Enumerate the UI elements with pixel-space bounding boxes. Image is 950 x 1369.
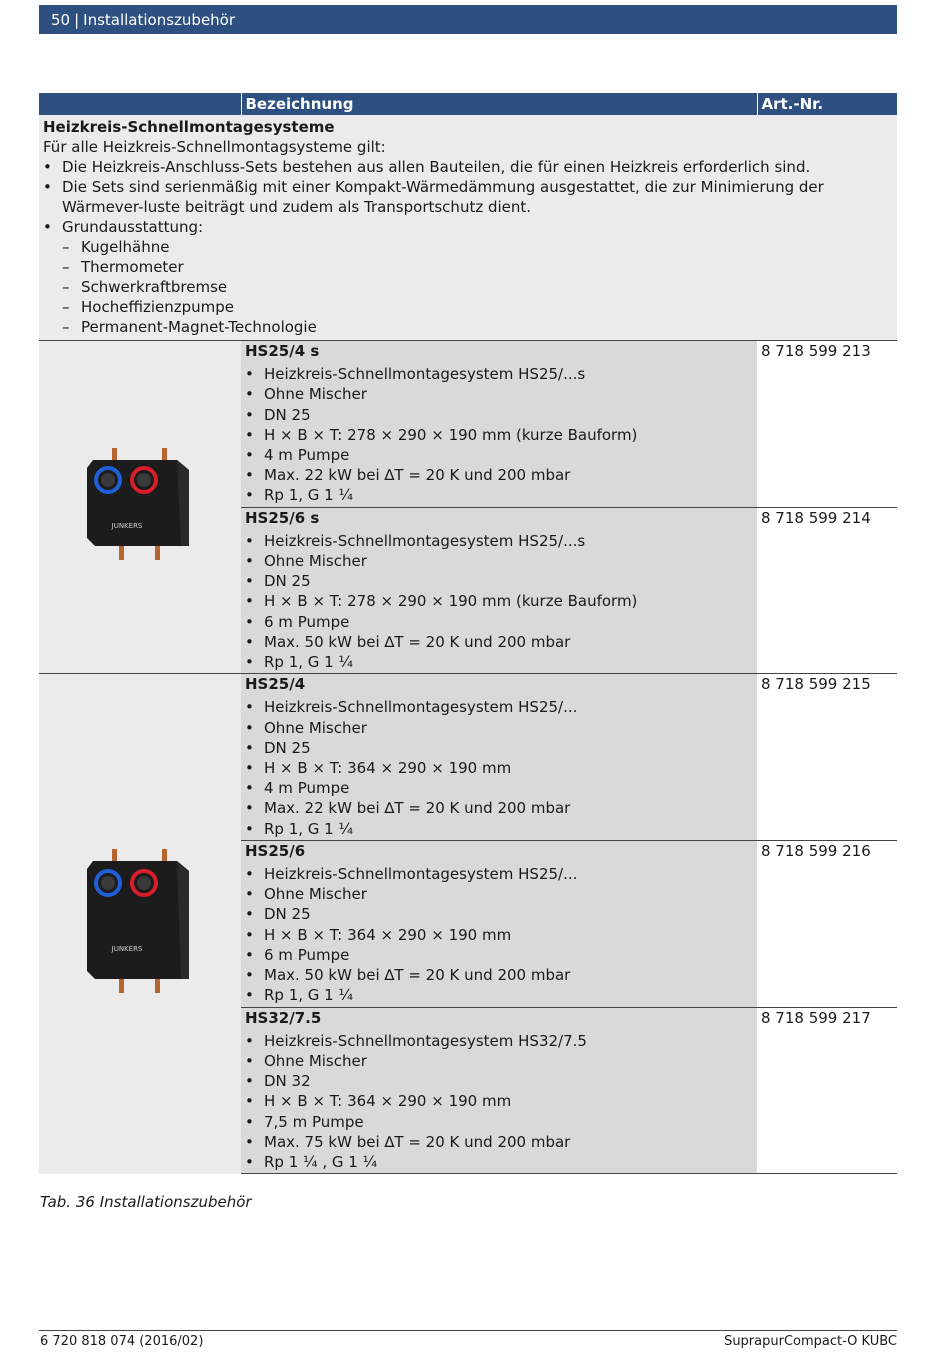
- intro-bullet: • Die Heizkreis-Anschluss-Sets bestehen aus allen Bauteilen, die für einen Heizkreis erforderlich sind.: [43, 158, 811, 176]
- feature-item: • Rp 1, G 1 ¼: [245, 986, 354, 1005]
- feature-item: • Max. 75 kW bei ∆T = 20 K und 200 mbar: [245, 1132, 571, 1151]
- product-description: [241, 507, 757, 674]
- intro-sub-item: – Hocheffizienzpumpe: [62, 298, 234, 316]
- feature-item: • H × B × T: 364 × 290 × 190 mm: [245, 759, 512, 778]
- intro-sub-item: – Schwerkraftbremse: [62, 278, 228, 296]
- feature-item: • Ohne Mischer: [245, 1051, 367, 1070]
- product-name: HS25/6: [245, 841, 306, 860]
- feature-item: • DN 25: [245, 905, 311, 924]
- feature-item: • H × B × T: 364 × 290 × 190 mm: [245, 925, 512, 944]
- feature-item: • DN 32: [245, 1072, 311, 1091]
- feature-item: • H × B × T: 364 × 290 × 190 mm: [245, 1092, 512, 1111]
- footer-product: SuprapurCompact-O KUBC: [724, 1334, 897, 1349]
- section-title: Installationszubehör: [83, 10, 236, 29]
- product-row: [39, 674, 897, 841]
- article-number: 8 718 599 216: [757, 840, 897, 1007]
- product-description: [241, 1007, 757, 1174]
- intro-bullet: • Grundausstattung:: [43, 218, 204, 236]
- footer-doc-number: 6 720 818 074 (2016/02): [40, 1334, 204, 1349]
- intro-bullet: • Die Sets sind serienmäßig mit einer Kompakt-Wärmedämmung ausgestattet, die zur Minimierung der Wärmever-luste beiträgt und zudem als Transportschutz dient.: [43, 178, 824, 216]
- product-row: [39, 341, 897, 508]
- feature-item: • Rp 1 ¼ , G 1 ¼: [245, 1152, 378, 1171]
- accessories-table: [39, 93, 897, 1174]
- feature-item: • Max. 22 kW bei ∆T = 20 K und 200 mbar: [245, 466, 571, 485]
- feature-item: • 6 m Pumpe: [245, 612, 350, 631]
- feature-item: • Ohne Mischer: [245, 885, 367, 904]
- article-number: 8 718 599 217: [757, 1007, 897, 1174]
- intro-sub-item: – Permanent-Magnet-Technologie: [62, 318, 317, 336]
- feature-item: • 4 m Pumpe: [245, 779, 350, 798]
- col-header-artnr: Art.-Nr.: [757, 93, 897, 115]
- article-number: 8 718 599 213: [757, 341, 897, 508]
- feature-item: • DN 25: [245, 572, 311, 591]
- feature-item: • Rp 1, G 1 ¼: [245, 819, 354, 838]
- brand-logo: JUNKERS: [111, 944, 143, 953]
- product-name: HS32/7.5: [245, 1008, 322, 1027]
- feature-item: • Heizkreis-Schnellmontagesystem HS32/7.5: [245, 1031, 587, 1050]
- col-header-bezeichnung: Bezeichnung: [241, 93, 757, 115]
- article-number: 8 718 599 215: [757, 674, 897, 841]
- feature-item: • DN 25: [245, 738, 311, 757]
- page-header: 50 | Installationszubehör: [39, 5, 897, 34]
- heating-circuit-module-image: [85, 446, 195, 564]
- feature-item: • Max. 22 kW bei ∆T = 20 K und 200 mbar: [245, 799, 571, 818]
- feature-item: • Rp 1, G 1 ¼: [245, 486, 354, 505]
- feature-item: • 4 m Pumpe: [245, 446, 350, 465]
- product-image-cell: [39, 341, 241, 674]
- feature-item: • 6 m Pumpe: [245, 945, 350, 964]
- product-name: HS25/6 s: [245, 508, 320, 527]
- product-name: HS25/4: [245, 675, 306, 694]
- intro-sub-item: – Thermometer: [62, 258, 184, 276]
- intro-title: Heizkreis-Schnellmontagesysteme: [43, 118, 335, 136]
- product-image-cell: [39, 674, 241, 1174]
- product-description: [241, 840, 757, 1007]
- intro-sub-item: – Kugelhähne: [62, 238, 170, 256]
- feature-item: • Max. 50 kW bei ∆T = 20 K und 200 mbar: [245, 632, 571, 651]
- page-number: 50: [51, 10, 71, 29]
- feature-item: • DN 25: [245, 405, 311, 424]
- footer-divider: [39, 1330, 897, 1331]
- brand-logo: JUNKERS: [111, 522, 143, 531]
- intro-cell: [39, 115, 897, 341]
- feature-item: • Ohne Mischer: [245, 385, 367, 404]
- col-header-image: [39, 93, 241, 115]
- intro-row: [39, 115, 897, 341]
- heating-circuit-module-image: [85, 847, 195, 997]
- feature-item: • Heizkreis-Schnellmontagesystem HS25/...s: [245, 531, 586, 550]
- intro-lead: Für alle Heizkreis-Schnellmontagsysteme gilt:: [43, 138, 386, 156]
- product-description: [241, 674, 757, 841]
- table-caption: Tab. 36 Installationszubehör: [40, 1193, 252, 1211]
- article-number: 8 718 599 214: [757, 507, 897, 674]
- product-description: [241, 341, 757, 508]
- feature-item: • Ohne Mischer: [245, 552, 367, 571]
- feature-item: • Rp 1, G 1 ¼: [245, 653, 354, 672]
- feature-item: • H × B × T: 278 × 290 × 190 mm (kurze Bauform): [245, 592, 638, 611]
- feature-item: • Ohne Mischer: [245, 718, 367, 737]
- table-header-row: [39, 93, 897, 115]
- feature-item: • Heizkreis-Schnellmontagesystem HS25/...s: [245, 365, 586, 384]
- product-name: HS25/4 s: [245, 342, 320, 360]
- feature-item: • H × B × T: 278 × 290 × 190 mm (kurze Bauform): [245, 425, 638, 444]
- feature-item: • Heizkreis-Schnellmontagesystem HS25/...: [245, 865, 578, 884]
- feature-item: • Heizkreis-Schnellmontagesystem HS25/...: [245, 698, 578, 717]
- feature-item: • Max. 50 kW bei ∆T = 20 K und 200 mbar: [245, 966, 571, 985]
- feature-item: • 7,5 m Pumpe: [245, 1112, 364, 1131]
